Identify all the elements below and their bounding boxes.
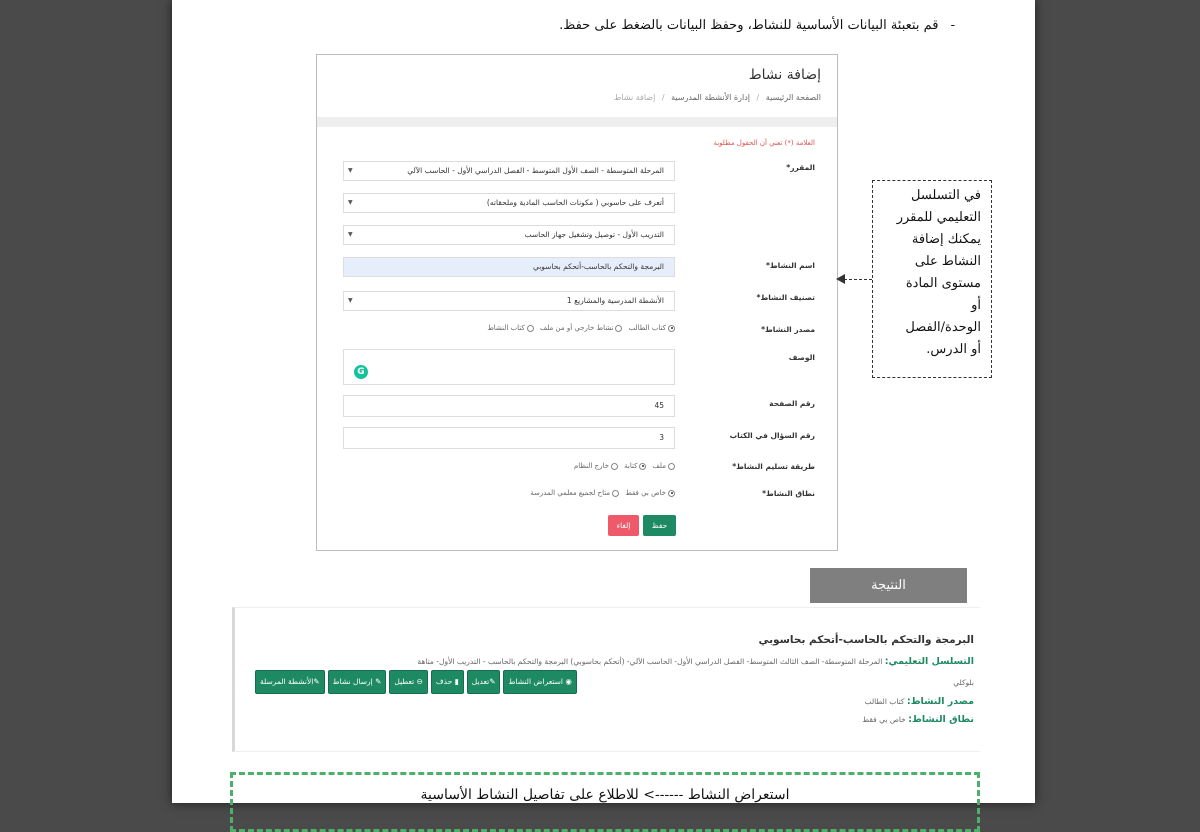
button-label: تعديل <box>471 677 490 686</box>
radio-label: خاص بي فقط <box>625 489 666 497</box>
button-label: الأنشطة المرسلة <box>260 677 314 686</box>
result-banner: النتيجة <box>810 568 967 603</box>
scope-radio-group <box>343 489 675 497</box>
source-radio-student-book[interactable] <box>629 324 675 332</box>
radio-checked-icon <box>668 325 675 332</box>
caret-down-icon: ▼ <box>348 199 353 206</box>
scope-label: نطاق النشاط* <box>762 489 815 498</box>
caret-down-icon: ▼ <box>348 167 353 174</box>
document-page <box>172 0 1035 803</box>
callout-connector <box>844 279 872 280</box>
classification-select[interactable] <box>343 291 675 311</box>
result-sequence-line <box>417 656 974 667</box>
question-number-input[interactable]: 3 <box>343 427 675 449</box>
source-key: مصدر النشاط: <box>906 696 974 707</box>
delete-button[interactable]: ▮ حذف <box>431 670 464 694</box>
lesson-select[interactable] <box>343 225 675 245</box>
activity-name-label: اسم النشاط* <box>765 261 815 270</box>
breadcrumb-separator: / <box>756 93 760 102</box>
caret-down-icon: ▼ <box>348 231 353 238</box>
classification-select-value: الأنشطة المدرسية والمشاريع 1 <box>566 296 664 305</box>
sequence-value: المرحلة المتوسطة- الصف الثالث المتوسط- الفصل الدراسي الأول- الحاسب الآلي- (أتحكم بحاسوبي) البرمجة والتحكم بالحاسب - التدريب الأول- متاهة <box>417 657 883 666</box>
scope-radio-private[interactable] <box>625 489 675 497</box>
delivery-radio-outside[interactable] <box>574 462 618 470</box>
annotation-line: أو الدرس. <box>926 342 981 357</box>
annotation-line: النشاط على <box>914 254 981 269</box>
scope-radio-school[interactable] <box>530 489 619 497</box>
annotation-callout <box>872 180 992 378</box>
instruction-dash: - <box>950 18 955 33</box>
source-radio-activity-book[interactable] <box>487 324 533 332</box>
source-label: مصدر النشاط* <box>761 325 815 334</box>
send-activity-button[interactable]: ✎ إرسال نشاط <box>328 670 387 694</box>
delivery-label: طريقة تسليم النشاط* <box>732 462 815 471</box>
radio-label: كتاب الطالب <box>628 324 666 332</box>
annotation-line: في التسلسل <box>910 188 981 203</box>
radio-label: كتاب النشاط <box>487 324 525 332</box>
instruction-text: قم بتعبئة البيانات الأساسية للنشاط، وحفظ البيانات بالضغط على حفظ. <box>559 18 939 33</box>
breadcrumb-activities[interactable]: إدارة الأنشطة المدرسية <box>671 93 750 102</box>
page-number-input[interactable]: 45 <box>343 395 675 417</box>
radio-label: ملف <box>652 462 666 470</box>
radio-label: متاح لجميع معلمي المدرسة <box>530 489 611 497</box>
activity-name-input[interactable]: البرمجة والتحكم بالحاسب-أتحكم بحاسوبي <box>343 257 675 277</box>
save-button[interactable]: حفظ <box>643 515 676 536</box>
radio-checked-icon <box>668 490 675 497</box>
radio-icon <box>615 325 622 332</box>
view-activity-note: استعراض النشاط ------> للاطلاع على تفاصيل النشاط الأساسية <box>420 787 790 803</box>
sent-activities-button[interactable]: ✎الأنشطة المرسلة <box>255 670 325 694</box>
header-divider-band <box>317 117 837 127</box>
cancel-button[interactable]: إلغاء <box>608 515 639 536</box>
unit-select-value: أتعرف على حاسوبي ( مكونات الحاسب المادية وملحقاته) <box>486 198 664 207</box>
caret-down-icon: ▼ <box>348 297 353 304</box>
radio-checked-icon <box>639 463 646 470</box>
breadcrumb <box>614 93 821 102</box>
button-label: استعراض النشاط <box>508 677 563 686</box>
annotation-line: التعليمي للمقرر <box>896 210 981 225</box>
breadcrumb-current: إضافة نشاط <box>613 93 656 102</box>
add-activity-form-screenshot <box>316 54 838 551</box>
question-number-label: رقم السؤال في الكتاب <box>729 431 815 440</box>
radio-label: كتابة <box>624 462 638 470</box>
course-select-value: المرحلة المتوسطة - الصف الأول المتوسط - الفصل الدراسي الأول - الحاسب الآلي <box>407 166 664 175</box>
scope-key: نطاق النشاط: <box>908 714 974 725</box>
radio-label: خارج النظام <box>573 462 609 470</box>
delivery-radio-file[interactable] <box>653 462 675 470</box>
result-activity-title: البرمجة والتحكم بالحاسب-أتحكم بحاسوبي <box>758 634 974 646</box>
description-label: الوصف <box>788 353 815 362</box>
result-source-line <box>864 696 974 707</box>
button-label: تعطيل <box>394 677 415 686</box>
delivery-radio-writing[interactable] <box>624 462 646 470</box>
course-select[interactable] <box>343 161 675 181</box>
classification-label: تصنيف النشاط* <box>756 293 815 302</box>
button-label: إرسال نشاط <box>332 677 373 686</box>
sequence-key: التسلسل التعليمي: <box>884 656 974 667</box>
radio-icon <box>611 463 618 470</box>
annotation-line: الوحدة/الفصل <box>905 320 981 335</box>
annotation-line: أو <box>971 298 981 313</box>
instruction-line <box>435 18 955 33</box>
disable-button[interactable]: ⊖ تعطيل <box>389 670 427 694</box>
source-value: كتاب الطالب <box>864 697 905 706</box>
delivery-radio-group <box>343 462 675 470</box>
scope-value: خاص بي فقط <box>862 715 906 724</box>
source-radio-external[interactable] <box>540 324 622 332</box>
annotation-line: مستوى المادة <box>905 276 981 291</box>
page-title: إضافة نشاط <box>748 67 821 83</box>
result-scope-line <box>862 714 974 725</box>
description-textarea[interactable] <box>343 349 675 385</box>
radio-icon <box>527 325 534 332</box>
breadcrumb-home[interactable]: الصفحة الرئيسية <box>765 93 821 102</box>
button-label: حذف <box>435 677 453 686</box>
radio-icon <box>668 463 675 470</box>
page-number-label: رقم الصفحة <box>769 399 815 408</box>
radio-label: نشاط خارجي أو من ملف <box>539 324 614 332</box>
result-action-buttons <box>255 670 577 694</box>
activity-result-panel <box>232 607 980 752</box>
edit-button[interactable]: ✎تعديل <box>467 670 501 694</box>
grammarly-icon[interactable]: G <box>354 365 368 379</box>
source-radio-group <box>343 324 675 332</box>
annotation-line: يمكنك إضافة <box>911 232 981 247</box>
breadcrumb-separator: / <box>661 93 665 102</box>
result-sequence-continuation: بلوكلي <box>953 678 974 687</box>
required-fields-note: العلامة (*) تعني أن الحقول مطلوبة <box>713 139 815 147</box>
radio-icon <box>612 490 619 497</box>
view-activity-button[interactable]: ◉ استعراض النشاط <box>503 670 576 694</box>
lesson-select-value: التدريب الأول - توصيل وتشغيل جهاز الحاسب <box>524 230 664 239</box>
view-activity-note-box <box>230 772 980 832</box>
course-label: المقرر* <box>786 163 815 172</box>
unit-select[interactable] <box>343 193 675 213</box>
